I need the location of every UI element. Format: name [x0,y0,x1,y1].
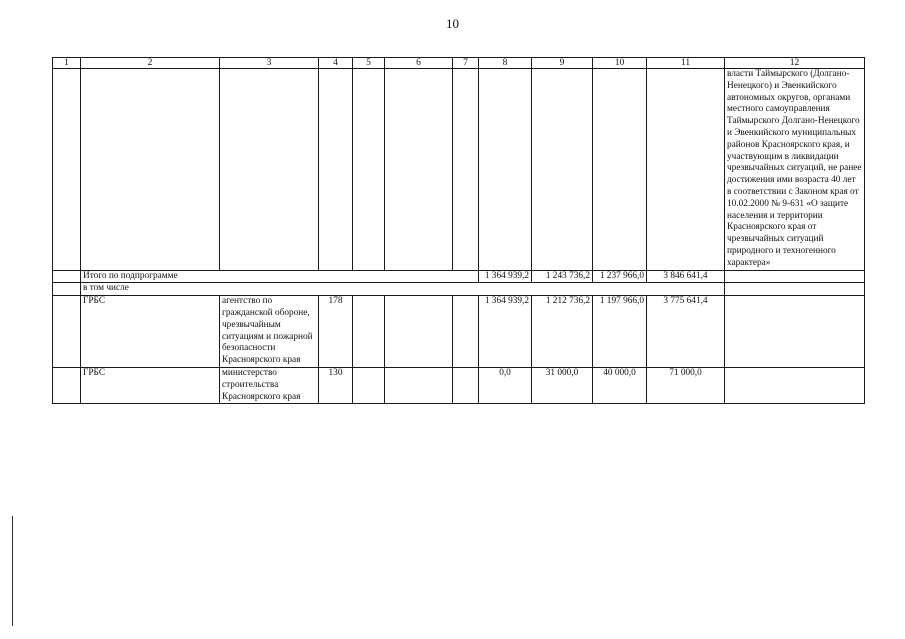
column-header-12: 12 [725,58,865,69]
table-cell [353,69,385,271]
grbs-name: агентство по гражданской обороне, чрезвычайным ситуациям и пожарной безопасности Красноярского края [220,296,319,368]
total-col9-value: 1 243 736,2 [532,270,593,283]
continuation-row [53,69,865,271]
table-cell [453,296,479,368]
grbs-col11-value: 3 775 641,4 [647,296,725,368]
table-cell [53,69,81,271]
table-cell [453,69,479,271]
column-header-10: 10 [593,58,647,69]
table-cell [353,367,385,403]
column-header-7: 7 [453,58,479,69]
table-cell [725,283,865,296]
table-cell [53,296,81,368]
including-label: в том числе [81,283,725,296]
table-cell [725,270,865,283]
beneficiary-description-text: власти Таймырского (Долгано-Ненецкого) и Эвенкийского автономных округов, органами местного самоуправления Таймырского Долгано-Ненецкого и Эвенкийского муниципальных районов Красноярского края, и участвующим в ликвидации чрезвычайных ситуаций, не ранее достижения ими возраста 40 лет в соответствии с Законом края от 10.02.2000 № 9-631 «О защите населения и территории Красноярского края от чрезвычайных ситуаций природного и техногенного характера» [727,69,862,268]
table-cell [385,296,453,368]
table-cell [385,69,453,271]
table-cell [81,69,220,271]
grbs-row-ministry [53,367,865,403]
grbs-code: 130 [319,367,353,403]
grbs-label: ГРБС [81,367,220,403]
subprogram-total-label: Итого по подпрограмме [81,270,479,283]
grbs-col11-value: 71 000,0 [647,367,725,403]
page-number: 10 [446,16,459,31]
grbs-col8-value: 0,0 [479,367,532,403]
column-header-5: 5 [353,58,385,69]
column-header-2: 2 [81,58,220,69]
grbs-row-agency [53,296,865,368]
table-cell [353,296,385,368]
subprogram-total-row [53,270,865,283]
total-col11-value: 3 846 641,4 [647,270,725,283]
grbs-col10-value: 40 000,0 [593,367,647,403]
column-header-11: 11 [647,58,725,69]
table-cell [319,69,353,271]
column-header-4: 4 [319,58,353,69]
table-cell [479,69,532,271]
table-cell [53,270,81,283]
column-number-header-row [53,58,865,69]
grbs-code: 178 [319,296,353,368]
table-cell [53,367,81,403]
grbs-col10-value: 1 197 966,0 [593,296,647,368]
grbs-name: министерство строительства Красноярского края [220,367,319,403]
column-header-1: 1 [53,58,81,69]
table-cell [385,367,453,403]
grbs-col9-value: 31 000,0 [532,367,593,403]
subprogram-budget-table [52,57,865,404]
grbs-col8-value: 1 364 939,2 [479,296,532,368]
table-cell [647,69,725,271]
total-col10-value: 1 237 966,0 [593,270,647,283]
table-cell [53,283,81,296]
scan-edge-line [12,516,13,626]
table-cell [220,69,319,271]
table-cell [725,296,865,368]
table-cell [532,69,593,271]
table-cell [453,367,479,403]
grbs-col9-value: 1 212 736,2 [532,296,593,368]
including-row [53,283,865,296]
table-cell [725,367,865,403]
column-header-6: 6 [385,58,453,69]
total-col8-value: 1 364 939,2 [479,270,532,283]
column-header-3: 3 [220,58,319,69]
table-cell [593,69,647,271]
column-header-8: 8 [479,58,532,69]
beneficiary-description-cell [725,69,865,271]
column-header-9: 9 [532,58,593,69]
grbs-label: ГРБС [81,296,220,368]
